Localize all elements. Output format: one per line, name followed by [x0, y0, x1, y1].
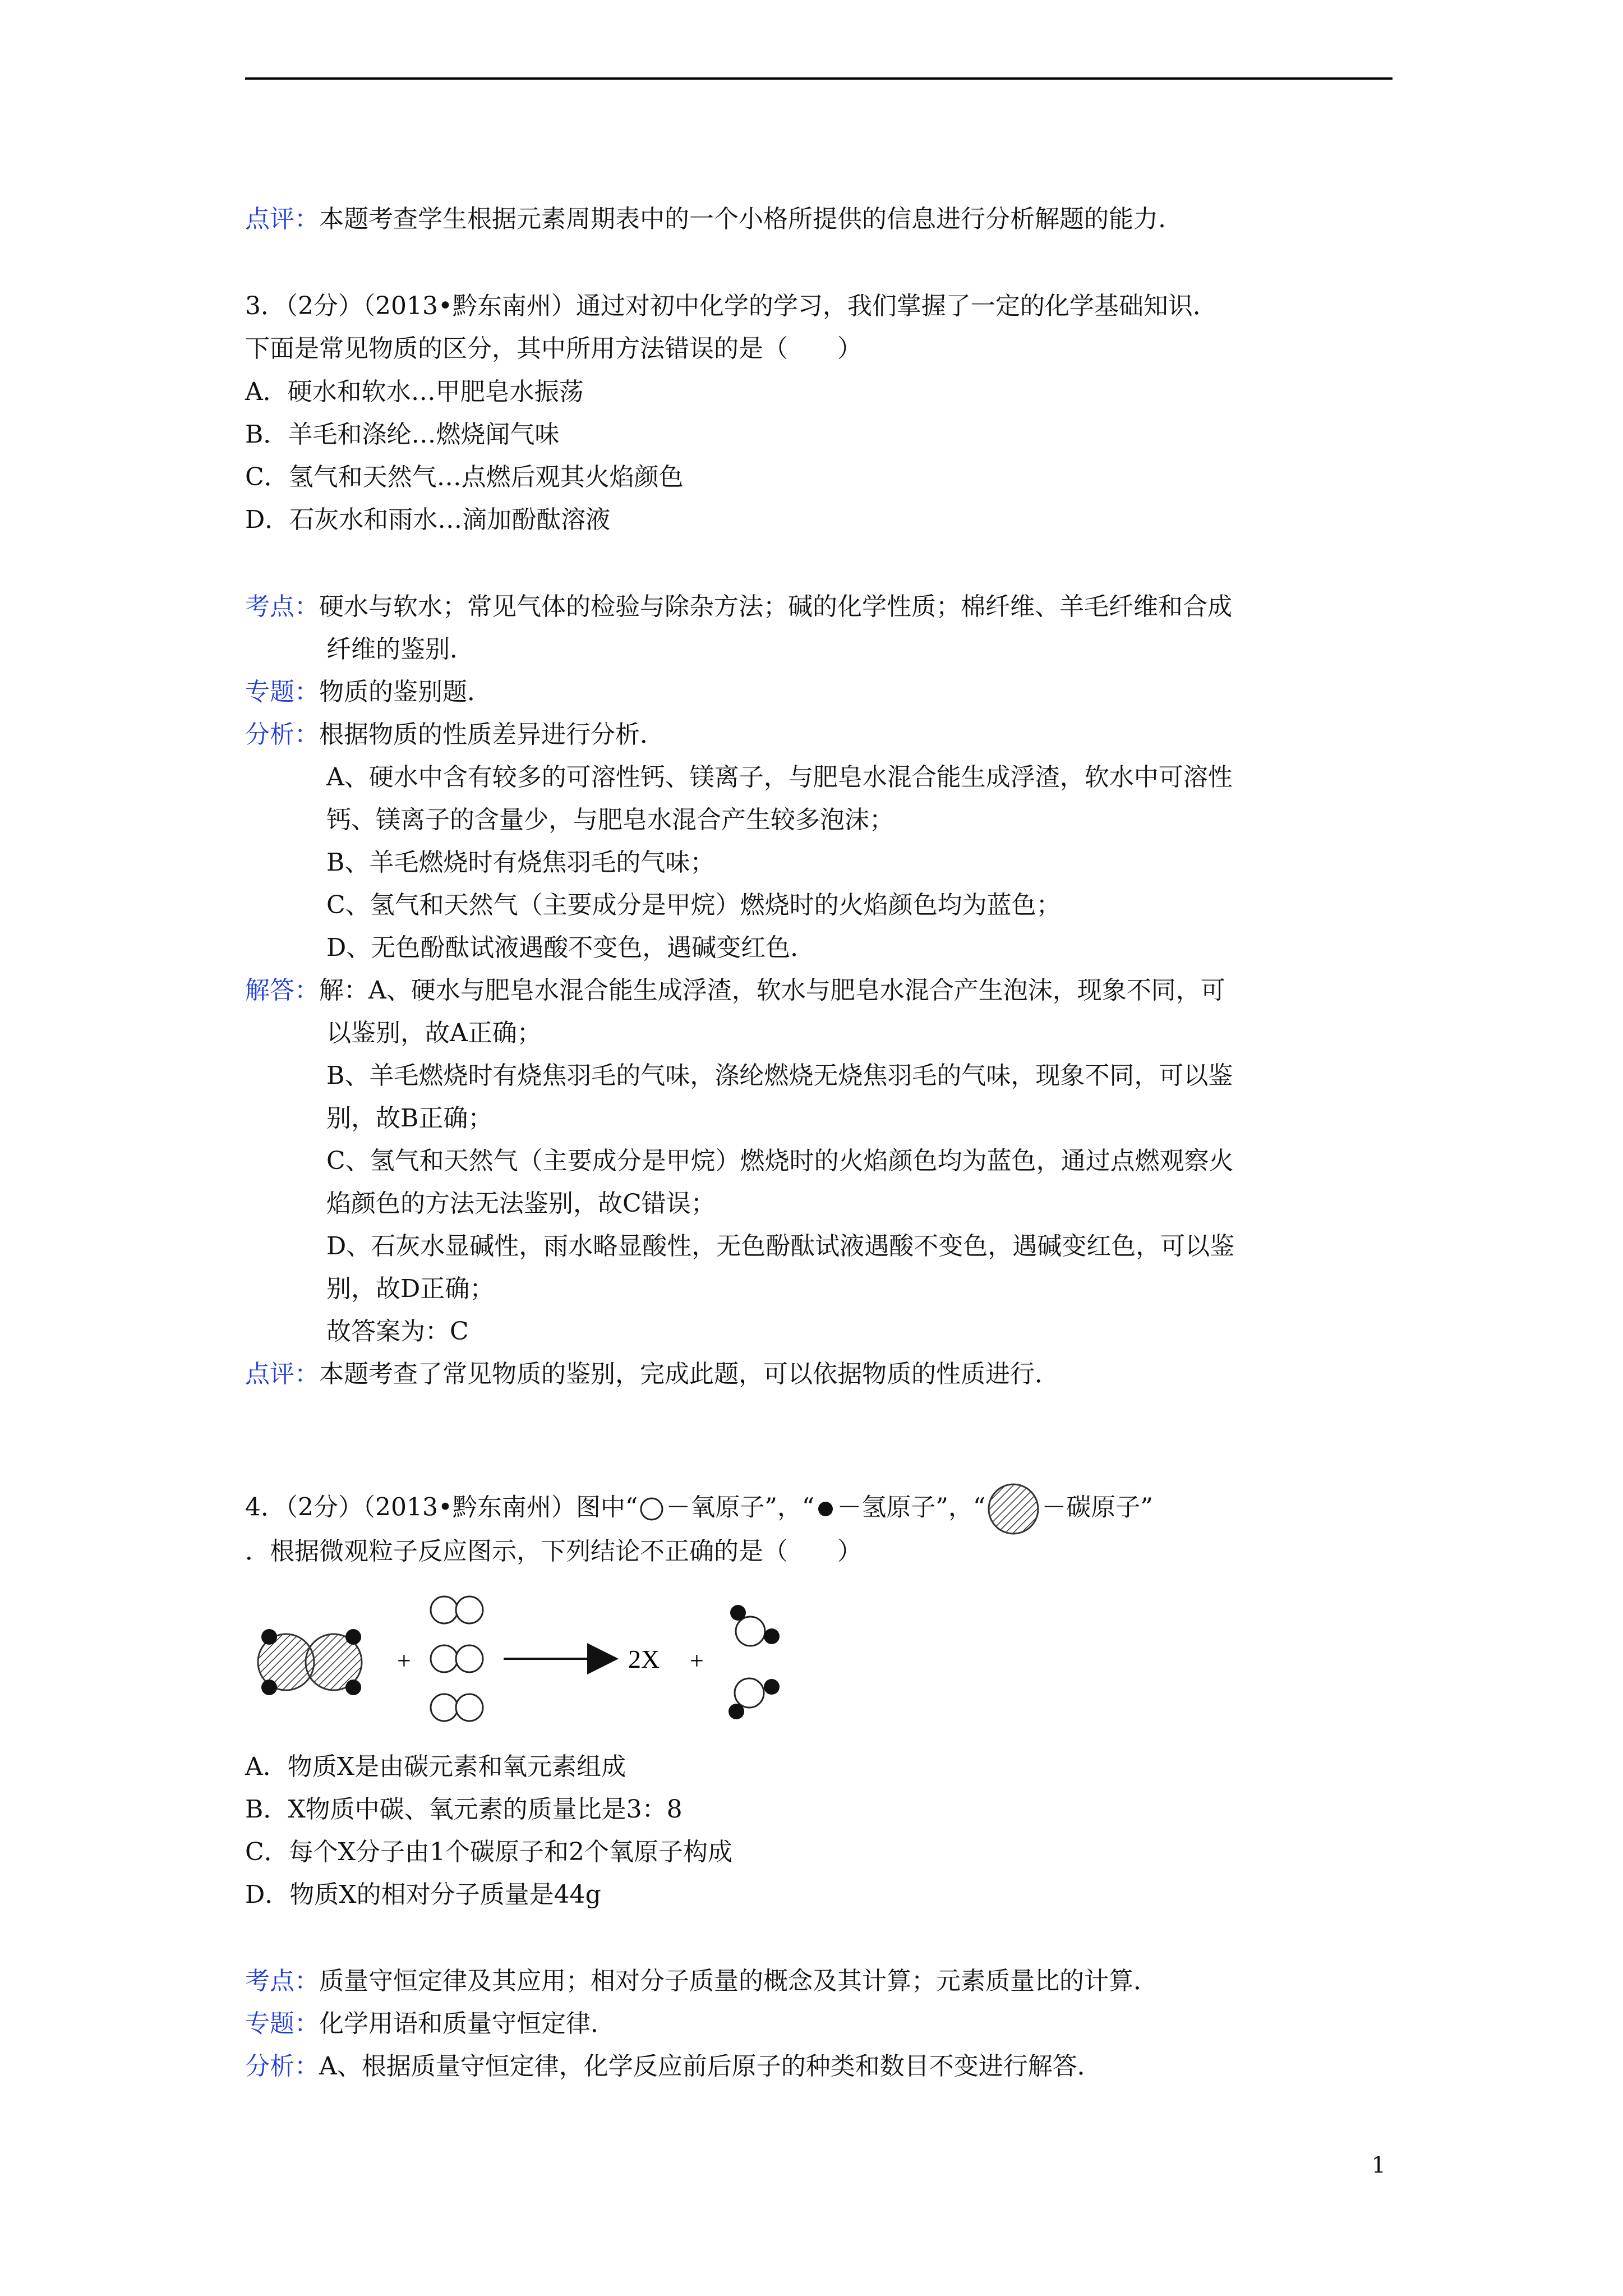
- reactant-molecule-2: [431, 1596, 483, 1721]
- q3-jieda: [245, 974, 1225, 1007]
- dianping-text: 本题考查了常见物质的鉴别，完成此题，可以依据物质的性质进行．: [319, 1360, 1059, 1388]
- jieda-line-2: B、羊毛燃烧时有烧焦羽毛的气味，涤纶燃烧无烧焦羽毛的气味，现象不同，可以鉴: [326, 1061, 1233, 1090]
- q3-option-a: A．硬水和软水…甲肥皂水振荡: [245, 378, 584, 406]
- review-label: 点评：: [245, 205, 319, 233]
- fenxi-line-2: 钙、镁离子的含量少，与肥皂水混合产生较多泡沫；: [326, 806, 894, 834]
- carbon-atom-legend-icon: [985, 1481, 1041, 1537]
- fenxi-line-4: C、氢气和天然气（主要成分是甲烷）燃烧时的火焰颜色均为蓝色；: [326, 891, 1061, 919]
- page-number: 1: [1371, 2152, 1386, 2178]
- fenxi-line-5: D、无色酚酞试液遇酸不变色，遇碱变红色．: [326, 933, 815, 962]
- jieda-line-3: 别，故B正确；: [326, 1104, 493, 1133]
- jieda-line-5: 焰颜色的方法无法鉴别，故C错误；: [326, 1189, 716, 1218]
- jieda-line-7: 别，故D正确；: [326, 1274, 495, 1303]
- product-water-molecules: [728, 1605, 780, 1719]
- q3-kaodian: [245, 590, 1232, 624]
- kaodian-label: 考点：: [245, 592, 319, 621]
- q3-zhuanti: [245, 675, 492, 709]
- review-text: 本题考查学生根据元素周期表中的一个小格所提供的信息进行分析解题的能力.: [319, 205, 1166, 233]
- header-rule: [245, 77, 1393, 80]
- q3-stem-line2: 下面是常见物质的区分，其中所用方法错误的是（ ）: [245, 334, 862, 363]
- plus-sign-2: +: [690, 1647, 704, 1674]
- fenxi-line-3: B、羊毛燃烧时有烧焦羽毛的气味；: [326, 848, 715, 877]
- q4-stem-line2: ．根据微观粒子反应图示，下列结论不正确的是（ ）: [245, 1537, 862, 1566]
- jieda-line-4: C、氢气和天然气（主要成分是甲烷）燃烧时的火焰颜色均为蓝色，通过点燃观察火: [326, 1147, 1234, 1175]
- hydrogen-atom-legend-icon: [814, 1495, 837, 1523]
- q3-option-c: C．氢气和天然气…点燃后观其火焰颜色: [245, 463, 684, 491]
- q3-stem-line1: 3．（2分）（2013•黔东南州）通过对初中化学的学习，我们掌握了一定的化学基础知识．: [245, 292, 1218, 320]
- q4-zhuanti: [245, 2007, 615, 2041]
- q4-stem-part1: 4．（2分）（2013•黔东南州）图中“: [245, 1493, 638, 1522]
- q3-kaodian-line2: 纤维的鉴别．: [326, 635, 474, 664]
- jieda-label: 解答：: [245, 976, 319, 1005]
- q3-dianping: [245, 1358, 1059, 1391]
- fenxi-text: A、根据质量守恒定律，化学反应前后原子的种类和数目不变进行解答．: [319, 2052, 1102, 2081]
- q3-option-d: D．石灰水和雨水…滴加酚酞溶液: [245, 505, 611, 534]
- reaction-diagram: [247, 1590, 819, 1731]
- q4-option-d: D．物质X的相对分子质量是44g: [245, 1880, 601, 1909]
- fenxi-line-0: 根据物质的性质差异进行分析．: [319, 720, 665, 749]
- q2-review: [245, 203, 1166, 236]
- jieda-line-6: D、石灰水显碱性，雨水略显酸性，无色酚酞试液遇酸不变色，遇碱变红色，可以鉴: [326, 1232, 1235, 1260]
- kaodian-text: 质量守恒定律及其应用；相对分子质量的概念及其计算；元素质量比的计算．: [319, 1967, 1158, 1995]
- q4-option-b: B．X物质中碳、氧元素的质量比是3：8: [245, 1795, 683, 1824]
- q4-fenxi: [245, 2050, 1102, 2083]
- oxygen-atom-legend-icon: [638, 1495, 666, 1523]
- q4-kaodian: [245, 1964, 1158, 1998]
- q4-stem-part2: －氧原子”，“: [666, 1493, 815, 1522]
- product-label-2x: 2X: [628, 1645, 660, 1673]
- fenxi-label: 分析：: [245, 2052, 319, 2081]
- kaodian-label: 考点：: [245, 1967, 319, 1995]
- q4-option-c: C．每个X分子由1个碳原子和2个氧原子构成: [245, 1838, 732, 1866]
- zhuanti-label: 专题：: [245, 2009, 319, 2038]
- q4-option-a: A．物质X是由碳元素和氧元素组成: [245, 1752, 626, 1781]
- jieda-line-1: 以鉴别，故A正确；: [326, 1019, 542, 1047]
- zhuanti-label: 专题：: [245, 678, 319, 706]
- plus-sign-1: +: [397, 1647, 411, 1674]
- jieda-line-8: 故答案为：C: [326, 1317, 469, 1346]
- q3-fenxi: [245, 718, 665, 752]
- kaodian-text-1: 硬水与软水；常见气体的检验与除杂方法；碱的化学性质；棉纤维、羊毛纤维和合成: [319, 592, 1232, 621]
- q3-option-b: B．羊毛和涤纶…燃烧闻气味: [245, 420, 560, 449]
- dianping-label: 点评：: [245, 1360, 319, 1388]
- jieda-line-0: 解：A、硬水与肥皂水混合能生成浮渣，软水与肥皂水混合产生泡沫，现象不同，可: [319, 976, 1225, 1005]
- fenxi-label: 分析：: [245, 720, 319, 749]
- reactant-molecule-1: [258, 1629, 362, 1695]
- q4-stem-line1: [245, 1481, 1153, 1537]
- zhuanti-text: 化学用语和质量守恒定律．: [319, 2009, 615, 2038]
- zhuanti-text: 物质的鉴别题．: [319, 678, 492, 706]
- fenxi-line-1: A、硬水中含有较多的可溶性钙、镁离子，与肥皂水混合能生成浮渣，软水中可溶性: [326, 763, 1233, 792]
- q4-stem-part4: －碳原子”: [1041, 1493, 1153, 1522]
- q4-stem-part3: －氢原子”，“: [837, 1493, 986, 1522]
